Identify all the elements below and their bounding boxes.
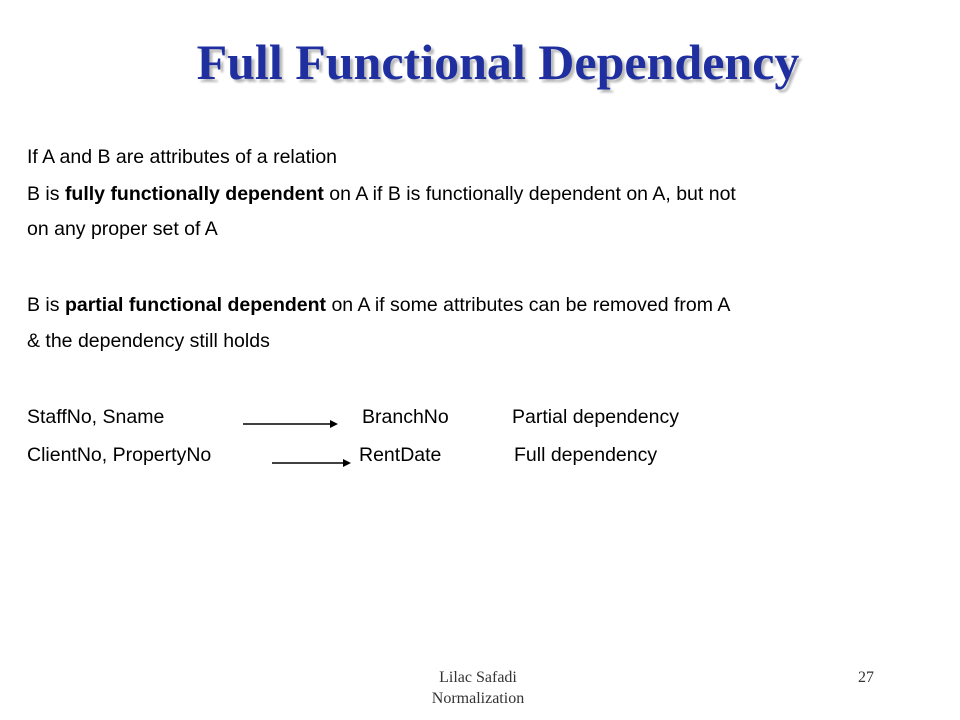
right-arrow-icon — [243, 418, 339, 430]
definition-line-1: If A and B are attributes of a relation — [27, 146, 338, 168]
footer-author: Lilac Safadi — [439, 669, 517, 686]
definition-line-2-end: on A if B is functionally dependent on A, but not — [323, 183, 736, 205]
slide-title: Full Functional Dependency — [196, 34, 800, 90]
definition-line-2 — [27, 182, 736, 207]
example-2-determinant: ClientNo, PropertyNo — [27, 444, 212, 466]
page-number: 27 — [858, 669, 874, 686]
definition-line-4-start: B is — [27, 294, 65, 316]
example-1-dependent: BranchNo — [362, 406, 449, 428]
example-2-dependent: RentDate — [359, 444, 442, 466]
definition-line-5: & the dependency still holds — [27, 330, 270, 352]
right-arrow-icon — [272, 457, 352, 469]
partial-dependent-term: partial functional dependent — [64, 294, 327, 316]
definition-line-4-end: on A if some attributes can be removed from A — [326, 294, 731, 316]
definition-line-3: on any proper set of A — [27, 218, 218, 240]
definition-line-2-start: B is — [27, 183, 65, 205]
fully-dependent-term: fully functionally dependent — [64, 183, 324, 205]
definition-line-4 — [27, 293, 730, 318]
example-2-type: Full dependency — [514, 444, 658, 466]
footer-topic: Normalization — [431, 690, 525, 707]
example-1-type: Partial dependency — [512, 406, 679, 428]
footer-caption — [398, 667, 558, 709]
example-1-determinant: StaffNo, Sname — [27, 406, 165, 428]
